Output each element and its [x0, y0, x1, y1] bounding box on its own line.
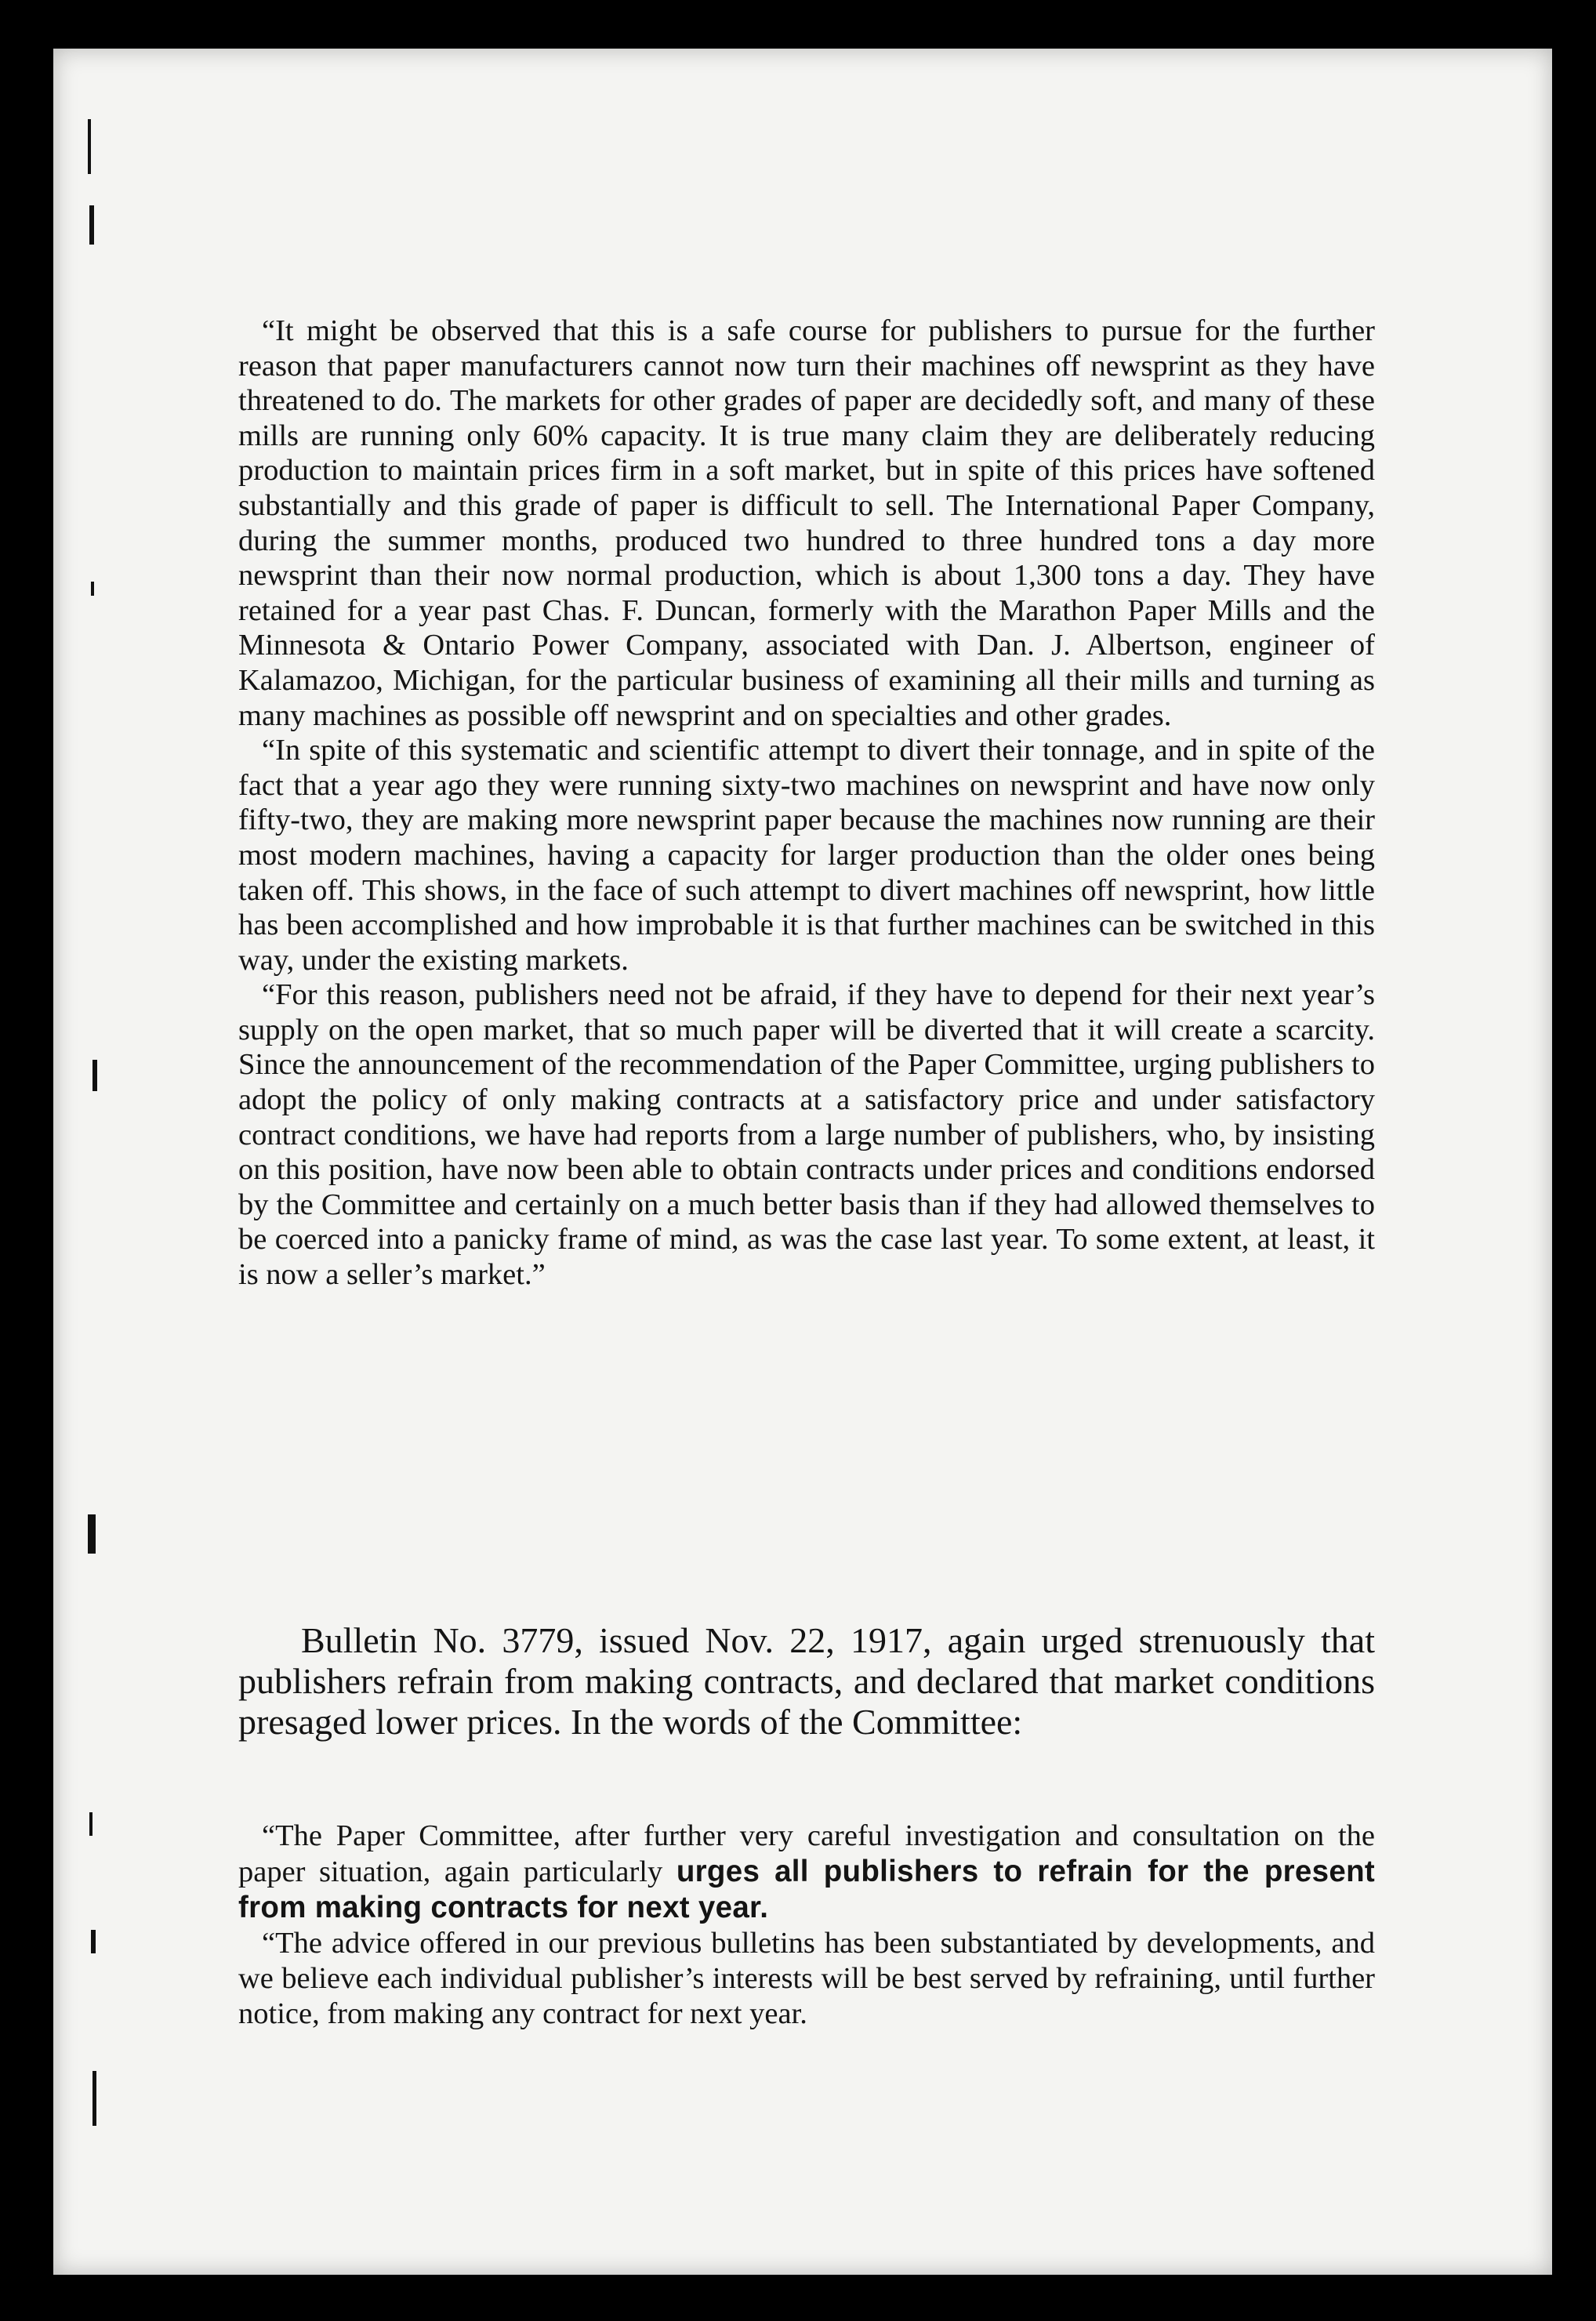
committee-intro-text: “The Paper Committee, after further very careful investigation and consultation on the paper situation, again particularly: [238, 1819, 1375, 1888]
document-page: [53, 49, 1552, 2275]
scan-mark: [92, 2071, 96, 2126]
committee-paragraph: [238, 1819, 1375, 1926]
committee-emphasis-text: urges all publishers to refrain for the present from making contracts for next year.: [238, 1855, 1376, 1924]
committee-quote: [238, 1819, 1375, 2032]
quote-paragraph: “In spite of this systematic and scientific attempt to divert their tonnage, and in spite of the fact that a year ago they were running sixty-two machines on newsprint and have now only fifty-two, they are making more newsprint paper because the machines now running are their most modern machines, having a capacity for larger production than the older ones being taken off. This shows, in the face of such attempt to divert machines off newsprint, how little has been accomplished and how improbable it is that further machines can be switched in this way, under the existing markets.: [238, 734, 1375, 977]
bulletin-paragraph: Bulletin No. 3779, issued Nov. 22, 1917, again urged strenuously that publishers refrain from making contracts, and declared that market conditions presaged lower prices. In the words of the Committee:: [238, 1620, 1375, 1742]
scan-mark: [92, 1060, 97, 1091]
scan-mark: [91, 1930, 96, 1953]
quote-paragraph: “It might be observed that this is a safe course for publishers to pursue for the further reason that paper manufacturers cannot now turn their machines off newsprint as they have threatened to do. The markets for other grades of paper are decidedly soft, and many of these mills are running only 60% capacity. It is true many claim they are deliberately reducing production to maintain prices firm in a soft market, but in spite of this prices have softened substantially and this grade of paper is difficult to sell. The International Paper Company, during the summer months, produced two hundred to three hundred tons a day more newsprint than their now normal production, which is about 1,300 tons a day. They have retained for a year past Chas. F. Duncan, formerly with the Marathon Paper Mills and the Minnesota & Ontario Power Company, associated with Dan. J. Albertson, engineer of Kalamazoo, Michigan, for the particular business of examining all their mills and turning as many machines as possible off newsprint and on specialties and other grades.: [238, 314, 1375, 732]
committee-paragraph: “The advice offered in our previous bulletins has been substantiated by developments, and we believe each individual publisher’s interests will be best served by refraining, until further notice, from making any contract for next year.: [238, 1927, 1375, 2030]
scan-mark: [88, 1514, 96, 1554]
scan-mark: [91, 582, 94, 596]
quoted-statement: [238, 314, 1375, 1293]
scan-mark: [89, 1812, 92, 1836]
quote-paragraph: “For this reason, publishers need not be afraid, if they have to depend for their next year’s supply on the open market, that so much paper will be diverted that it will create a scarcity. Since the announcement of the recommendation of the Paper Committee, urging publishers to adopt the policy of only making contracts at a satisfactory price and under satisfactory contract conditions, we have had reports from a large number of publishers, who, by insisting on this position, have now been able to obtain contracts under prices and conditions endorsed by the Committee and certainly on a much better basis than if they had allowed themselves to be coerced into a panicky frame of mind, as was the case last year. To some extent, at least, it is now a seller’s market.”: [238, 978, 1375, 1292]
scan-mark: [89, 205, 94, 245]
scan-mark: [88, 119, 91, 174]
